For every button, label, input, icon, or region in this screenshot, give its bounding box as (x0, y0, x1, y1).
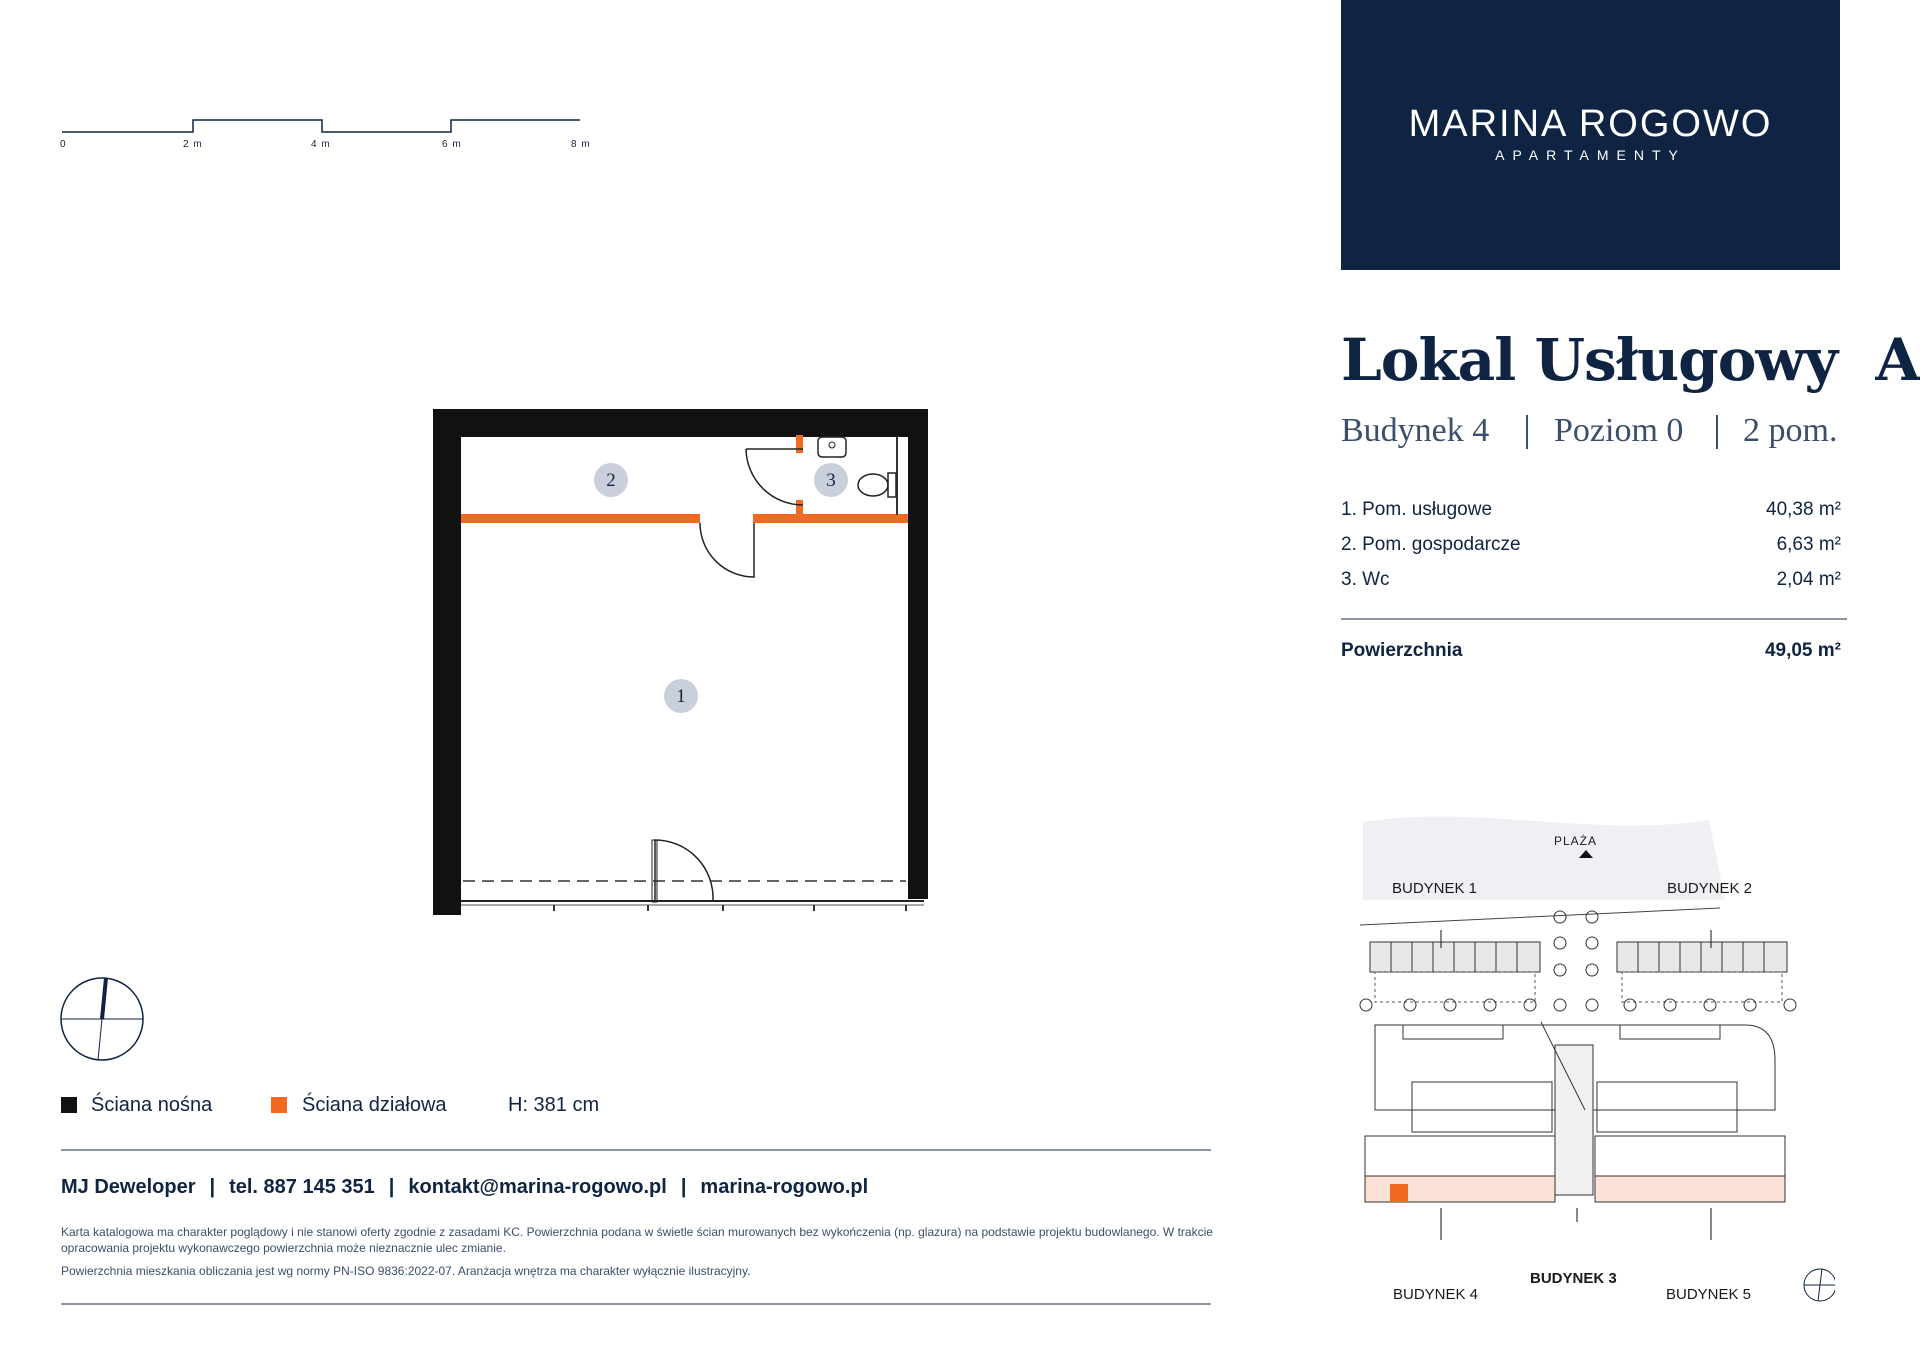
brand-subtitle: APARTAMENTY (1495, 147, 1686, 163)
partition-wall-right (753, 514, 908, 523)
footer-rule-bottom (61, 1303, 1211, 1305)
wc-toilet-tank (888, 473, 896, 497)
site-label-building-1: BUDYNEK 1 (1392, 880, 1478, 897)
site-label-building-5: BUDYNEK 5 (1666, 1286, 1752, 1303)
table-divider (1341, 618, 1847, 620)
unit-title: Lokal Usługowy A (1341, 326, 1920, 394)
unit-level: Poziom 0 (1554, 412, 1684, 449)
wc-toilet-bowl (858, 474, 888, 496)
scale-label-4m: 4 m (311, 139, 331, 150)
email-link[interactable]: kontakt@marina-rogowo.pl (408, 1176, 667, 1198)
site-label-building-4: BUDYNEK 4 (1393, 1286, 1479, 1303)
total-area: 49,05 m² (1764, 640, 1841, 661)
scale-label-6m: 6 m (442, 139, 462, 150)
phone-link[interactable]: tel. 887 145 351 (229, 1176, 375, 1198)
room-name: 3. Wc (1341, 569, 1390, 590)
site-label-building-3: BUDYNEK 3 (1530, 1270, 1617, 1287)
brand-box (1341, 0, 1840, 270)
unit-rooms-count: 2 pom. (1743, 412, 1838, 449)
door-swing-room2 (700, 523, 754, 577)
svg-text:2: 2 (606, 470, 616, 491)
partition-wall-wc-low (796, 500, 803, 516)
room-badge-3 (814, 463, 848, 497)
disclaimer-note: Karta katalogowa ma charakter poglądowy i nie stanowi oferty zgodnie z zasadami KC. Powierzchnia podana w świetle ścian murowanych bez wykończenia (np. glazura) na podstawie projektu budowlanego. W trakcie opracowania projektu wykonawczego powierzchnia może nieznacznie ulec zmianie. (61, 1225, 1213, 1255)
door-swing-entrance (655, 840, 713, 900)
room-name: 1. Pom. usługowe (1341, 499, 1493, 520)
partition-wall-wc (796, 435, 803, 453)
door-swing-wc (746, 449, 803, 505)
compass-icon (58, 975, 146, 1063)
legend-height: H: 381 cm (508, 1094, 600, 1116)
room-badge-2 (594, 463, 628, 497)
svg-text:3: 3 (826, 470, 836, 491)
room-row (1341, 499, 1841, 525)
wall-left (433, 409, 461, 915)
company-name: MJ Deweloper (61, 1176, 196, 1198)
building-2-block (1617, 942, 1787, 972)
legend-load-bearing-swatch (61, 1097, 77, 1113)
room-area: 2,04 m² (1776, 569, 1841, 590)
unit-location-highlight (1390, 1184, 1408, 1202)
room-name: 2. Pom. gospodarcze (1341, 534, 1521, 555)
scale-label-0: 0 (60, 139, 67, 150)
floor-plan (430, 405, 930, 915)
area-norm-note: Powierzchnia mieszkania obliczania jest wg normy PN-ISO 9836:2022-07. Aranżacja wnętrza ma charakter wyłącznie ilustracyjny. (61, 1264, 751, 1278)
room-badge-1 (664, 679, 698, 713)
room-row (1341, 569, 1841, 595)
scale-label-8m: 8 m (571, 139, 591, 150)
legend-load-bearing: Ściana nośna (91, 1094, 213, 1116)
unit-building: Budynek 4 (1341, 412, 1490, 449)
site-label-beach: PLAŻA (1554, 834, 1598, 848)
contact-line: MJ Deweloper | tel. 887 145 351 | kontakt@marina-rogowo.pl | marina-rogowo.pl (61, 1176, 869, 1198)
total-label: Powierzchnia (1341, 640, 1463, 661)
scale-bar (60, 115, 600, 140)
room-area: 6,63 m² (1776, 534, 1841, 555)
wall-right (908, 409, 928, 899)
scale-label-2m: 2 m (183, 139, 203, 150)
footer-rule-top (61, 1149, 1211, 1151)
unit-subtitle (1341, 412, 1841, 452)
room-area: 40,38 m² (1766, 499, 1841, 520)
wc-sink (818, 437, 846, 457)
website-link[interactable]: marina-rogowo.pl (700, 1176, 869, 1198)
brand-name: MARINA ROGOWO (1408, 103, 1773, 145)
wall-top (433, 409, 928, 437)
partition-wall-left (461, 514, 700, 523)
site-label-building-2: BUDYNEK 2 (1667, 880, 1753, 897)
building-3-block (1555, 1045, 1593, 1195)
legend-partition: Ściana działowa (302, 1094, 447, 1116)
site-compass-icon (1804, 1269, 1835, 1301)
legend-partition-swatch (271, 1097, 287, 1113)
svg-text:1: 1 (676, 686, 686, 707)
building-1-block (1370, 942, 1540, 972)
room-row (1341, 534, 1841, 560)
